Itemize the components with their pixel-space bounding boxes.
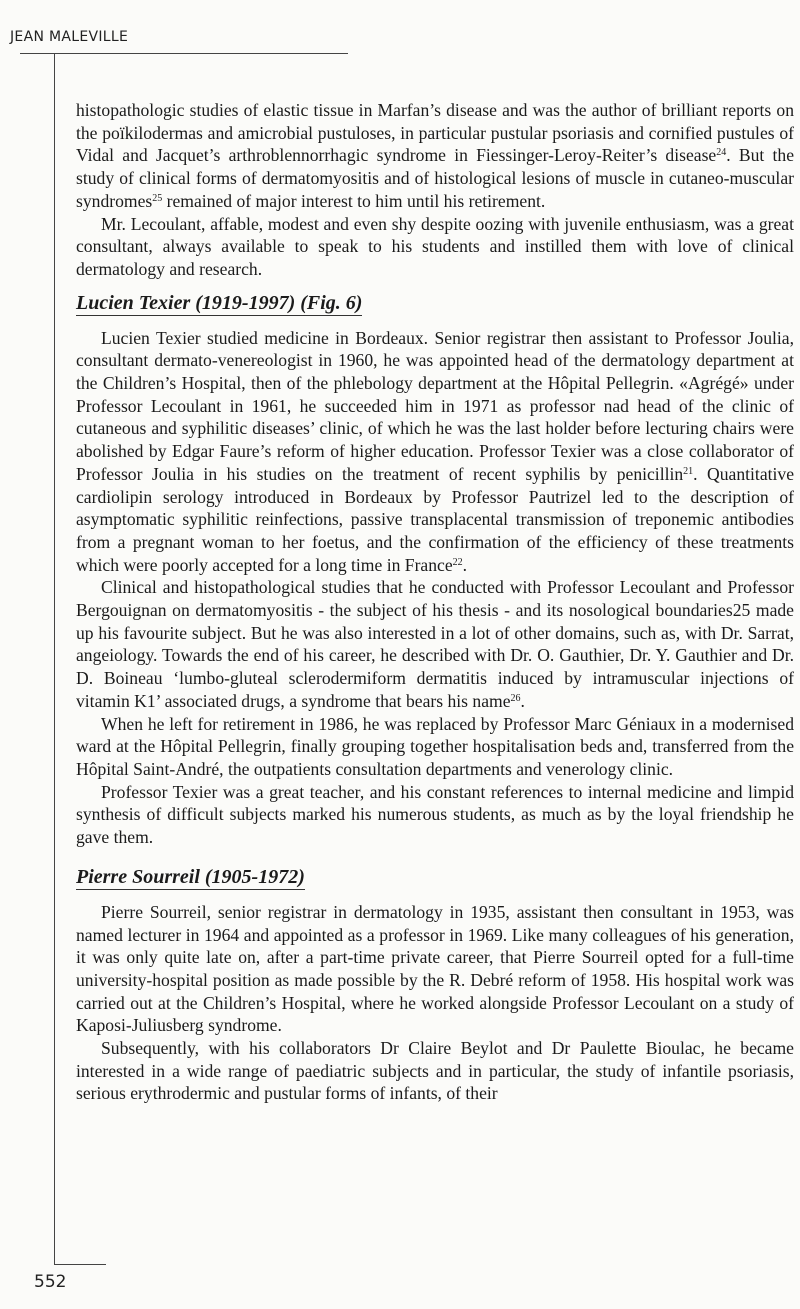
footnote-ref: 25 <box>152 192 163 204</box>
section-heading-texier <box>76 289 794 317</box>
paragraph-text: Subsequently, with his collaborators Dr Claire Beylot and Dr Paulette Bioulac, he became interested in a wide range of paediatric subjects and in particular, the study of infantile psoriasis, serious erythrodermic and pustular forms of infants, of their <box>76 1038 794 1104</box>
paragraph-text: . But the study of clinical forms of dermatomyositis and of histological lesions of muscle in cutaneo-muscular syndromes <box>76 145 795 211</box>
running-head: JEAN MALEVILLE <box>10 29 129 45</box>
footnote-ref: 21 <box>683 465 694 477</box>
paragraph-text: . <box>462 554 468 575</box>
paragraph <box>76 327 794 577</box>
paragraph <box>76 901 794 1037</box>
footnote-ref: 26 <box>510 692 521 704</box>
footnote-ref: 22 <box>452 556 463 568</box>
paragraph <box>76 1037 794 1105</box>
paragraph-text: Mr. Lecoulant, affable, modest and even shy despite oozing with juvenile enthusiasm, was a great consultant, always available to speak to his students and instilled them with love of clinical dermatology and research. <box>76 213 794 279</box>
section-heading-text: Pierre Sourreil (1905-1972) <box>76 865 305 888</box>
paragraph-text: histopathologic studies of elastic tissue in Marfan’s disease and was the author of brilliant reports on the poïkilodermas and amicrobial pustuloses, in particular pustular psoriasis and cornified pustules of Vidal and Jacquet’s arthroblennorrhagic syndrome in Fiessinger-Leroy-Reiter’s disease <box>76 100 794 166</box>
section-heading-sourreil <box>76 863 794 891</box>
paragraph <box>76 713 794 781</box>
paragraph-text: Lucien Texier studied medicine in Bordeaux. Senior registrar then assistant to Professor Joulia, consultant dermato-venereologist in 1960, he was appointed head of the dermatology department at the Children’s Hospital, then of the phlebology department at the Hôpital Pellegrin. «Agrégé» under Professor Lecoulant in 1961, he succeeded him in 1971 as professor nad head of the clinic of cutaneous and syphilitic diseases’ clinic, of which he was the last holder before lecturing chairs were abolished by Edgar Faure’s reform of higher education. Professor Texier was a close collaborator of Professor Joulia in his studies on the treatment of recent syphilis by penicillin <box>76 327 794 484</box>
paragraph-text: Pierre Sourreil, senior registrar in dermatology in 1935, assistant then consultant in 1953, was named lecturer in 1964 and appointed as a professor in 1969. Like many colleagues of his generation, it was only quite late on, after a part-time private career, that Pierre Sourreil opted for a full-time university-hospital position as made possible by the R. Debré reform of 1958. His hospital work was carried out at the Children’s Hospital, where he worked alongside Professor Lecoulant on a study of Kaposi-Juliusberg syndrome. <box>76 901 794 1036</box>
paragraph-text: . <box>520 690 525 711</box>
header-rule <box>20 53 348 54</box>
paragraph-text: remained of major interest to him until his retirement. <box>162 190 546 211</box>
paragraph <box>76 213 794 281</box>
page-number: 552 <box>34 1272 67 1292</box>
paragraph <box>76 99 794 213</box>
section-heading-text: Lucien Texier (1919-1997) (Fig. 6) <box>76 291 363 314</box>
margin-rule <box>54 53 55 1264</box>
footer-rule <box>54 1264 106 1265</box>
text-column <box>76 99 794 1105</box>
paragraph-text: When he left for retirement in 1986, he was replaced by Professor Marc Géniaux in a modernised ward at the Hôpital Pellegrin, finally grouping together hospitalisation beds and, transferred from the Hôpital Saint-André, the outpatients consultation departments and venerology clinic. <box>76 713 794 779</box>
paragraph <box>76 781 794 849</box>
footnote-ref: 24 <box>716 147 727 159</box>
paragraph-text: Professor Texier was a great teacher, and his constant references to internal medicine and limpid synthesis of difficult subjects marked his numerous students, as much as by the loyal friendship he gave them. <box>76 781 794 848</box>
paragraph-text: . Quantitative cardiolipin serology introduced in Bordeaux by Professor Pautrizel led to the description of asymptomatic syphilitic reinfections, passive transplacental transmission of treponemic antibodies from a pregnant woman to her foetus, and the confirmation of the efficiency of these treatments which were poorly accepted for a long time in France <box>76 463 795 575</box>
paragraph-text: Clinical and histopathological studies that he conducted with Professor Lecoulant and Professor Bergouignan on dermatomyositis - the subject of his thesis - and its nosological boundaries25 made up his favourite subject. But he was also interested in a lot of other domains, such as, with Dr. Sarrat, angeiology. Towards the end of his career, he described with Dr. O. Gauthier, Dr. Y. Gauthier and Dr. D. Boineau ‘lumbo-gluteal sclerodermiform dermatitis induced by intramuscular injections of vitamin K1’ associated drugs, a syndrome that bears his name <box>76 577 794 711</box>
paragraph <box>76 576 794 712</box>
